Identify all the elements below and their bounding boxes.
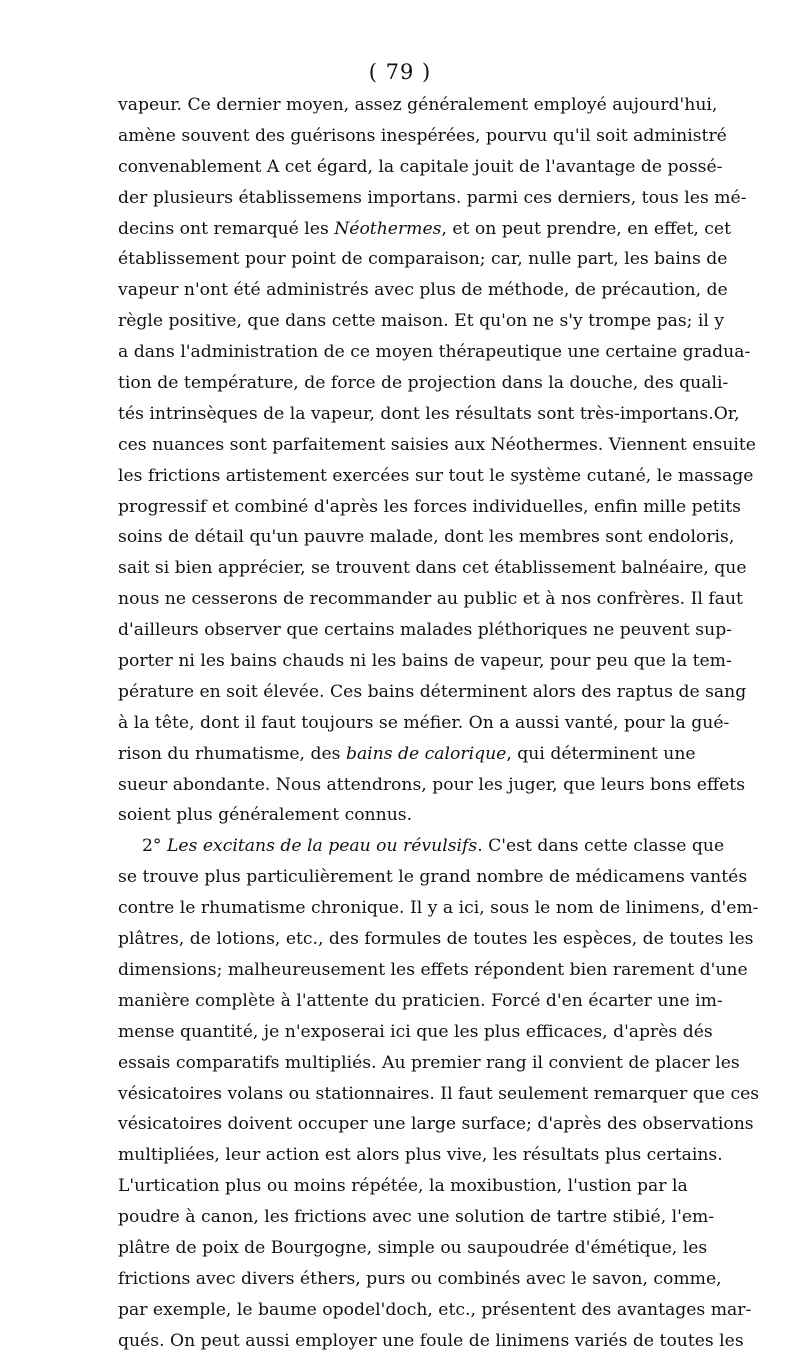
- text-segment: d'ailleurs observer que certains malades pléthoriques ne peuvent sup-: [118, 620, 732, 641]
- text-line: [118, 708, 730, 739]
- text-segment: règle positive, que dans cette maison. Et qu'on ne s'y trompe pas; il y: [118, 311, 725, 332]
- text-line: [118, 244, 728, 275]
- text-line: [118, 1202, 715, 1233]
- text-line: [118, 1171, 688, 1202]
- text-line: [118, 893, 759, 924]
- text-line: [118, 90, 718, 121]
- text-line: [118, 553, 747, 584]
- body-text: [118, 90, 760, 1357]
- text-line: [118, 584, 743, 615]
- text-line: [118, 1264, 722, 1295]
- text-line: [118, 275, 728, 306]
- text-segment: , et on peut prendre, en effet, cet: [441, 218, 732, 239]
- text-segment: vésicatoires doivent occuper une large surface; d'après des observations: [118, 1114, 754, 1135]
- text-segment: sait si bien apprécier, se trouvent dans cet établissement balnéaire, que: [118, 558, 747, 579]
- text-segment: se trouve plus particulièrement le grand nombre de médicamens vantés: [118, 867, 748, 888]
- text-segment: porter ni les bains chauds ni les bains de vapeur, pour peu que la tem-: [118, 651, 732, 672]
- text-line: [118, 430, 756, 461]
- text-segment: . C'est dans cette classe que: [477, 836, 725, 857]
- text-segment: amène souvent des guérisons inespérées, pourvu qu'il soit administré: [118, 125, 727, 146]
- text-line: [118, 1079, 760, 1110]
- text-line: [118, 800, 682, 831]
- text-line: [118, 121, 727, 152]
- text-line: [118, 646, 732, 677]
- text-line: [118, 183, 747, 214]
- text-segment: tion de température, de force de projection dans la douche, des quali-: [118, 373, 729, 394]
- text-segment: poudre à canon, les frictions avec une solution de tartre stibié, l'em-: [118, 1207, 715, 1228]
- text-line: [118, 368, 729, 399]
- text-segment: établissement pour point de comparaison; car, nulle part, les bains de: [118, 249, 728, 270]
- text-line: [118, 831, 725, 862]
- text-line: [118, 1295, 752, 1326]
- text-line: [118, 1140, 723, 1171]
- text-segment: , qui déterminent une: [506, 743, 696, 764]
- text-line: [118, 862, 748, 893]
- text-line: [118, 739, 696, 770]
- text-segment: manière complète à l'attente du praticien. Forcé d'en écarter une im-: [118, 990, 723, 1011]
- text-segment: soins de détail qu'un pauvre malade, dont les membres sont endoloris,: [118, 527, 735, 548]
- page-number: ( 79 ): [368, 60, 432, 84]
- italic-text: Néothermes: [334, 218, 442, 239]
- text-segment: pérature en soit élevée. Ces bains déterminent alors des raptus de sang: [118, 681, 747, 702]
- text-line: [118, 615, 732, 646]
- text-line: [118, 924, 754, 955]
- text-segment: ces nuances sont parfaitement saisies aux Néothermes. Viennent ensuite: [118, 434, 756, 455]
- text-line: [118, 1109, 754, 1140]
- text-segment: frictions avec divers éthers, purs ou combinés avec le savon, comme,: [118, 1268, 722, 1289]
- text-segment: sueur abondante. Nous attendrons, pour les juger, que leurs bons effets: [118, 774, 746, 795]
- text-segment: tés intrinsèques de la vapeur, dont les résultats sont très-importans.Or,: [118, 403, 740, 424]
- text-segment: der plusieurs établissemens importans. parmi ces derniers, tous les mé-: [118, 187, 747, 208]
- text-line: [118, 399, 740, 430]
- text-line: [118, 306, 725, 337]
- text-segment: 2°: [142, 836, 167, 857]
- text-segment: dimensions; malheureusement les effets répondent bien rarement d'une: [118, 959, 748, 980]
- text-segment: convenablement A cet égard, la capitale jouit de l'avantage de possé-: [118, 156, 723, 177]
- text-segment: vapeur n'ont été administrés avec plus de méthode, de précaution, de: [118, 280, 728, 301]
- text-segment: essais comparatifs multipliés. Au premier rang il convient de placer les: [118, 1052, 740, 1073]
- text-segment: à la tête, dont il faut toujours se méfier. On a aussi vanté, pour la gué-: [118, 712, 730, 733]
- text-segment: soient plus généralement connus.: [118, 805, 413, 826]
- text-segment: rison du rhumatisme, des: [118, 743, 346, 764]
- text-segment: les frictions artistement exercées sur tout le système cutané, le massage: [118, 465, 754, 486]
- text-line: [118, 214, 732, 245]
- text-line: [118, 677, 747, 708]
- text-segment: par exemple, le baume opodel'doch, etc., présentent des avantages mar-: [118, 1299, 752, 1320]
- italic-text: Les excitans de la peau ou révulsifs: [167, 836, 478, 857]
- text-line: [118, 986, 723, 1017]
- text-segment: contre le rhumatisme chronique. Il y a ici, sous le nom de linimens, d'em-: [118, 898, 759, 919]
- text-segment: plâtres, de lotions, etc., des formules de toutes les espèces, de toutes les: [118, 929, 754, 950]
- text-line: [118, 1017, 713, 1048]
- text-line: [118, 492, 741, 523]
- text-segment: plâtre de poix de Bourgogne, simple ou saupoudrée d'émétique, les: [118, 1237, 708, 1258]
- text-line: [118, 461, 754, 492]
- text-segment: vapeur. Ce dernier moyen, assez généralement employé aujourd'hui,: [118, 95, 718, 115]
- text-segment: qués. On peut aussi employer une foule de linimens variés de toutes les: [118, 1330, 744, 1351]
- text-segment: vésicatoires volans ou stationnaires. Il faut seulement remarquer que ces: [118, 1083, 760, 1104]
- text-segment: nous ne cesserons de recommander au public et à nos confrères. Il faut: [118, 589, 743, 610]
- italic-text: bains de calorique: [345, 743, 507, 764]
- text-segment: L'urtication plus ou moins répétée, la moxibustion, l'ustion par la: [118, 1176, 688, 1197]
- text-line: [118, 152, 723, 183]
- text-line: [118, 955, 748, 986]
- text-segment: decins ont remarqué les: [118, 218, 335, 239]
- text-line: [118, 1233, 708, 1264]
- text-line: [118, 522, 735, 553]
- text-line: [118, 770, 746, 801]
- text-segment: a dans l'administration de ce moyen thérapeutique une certaine gradua-: [118, 342, 751, 363]
- text-line: [118, 337, 751, 368]
- text-line: [118, 1326, 744, 1357]
- text-segment: mense quantité, je n'exposerai ici que les plus efficaces, d'après dés: [118, 1021, 713, 1042]
- text-segment: multipliées, leur action est alors plus vive, les résultats plus certains.: [118, 1145, 723, 1166]
- text-segment: progressif et combiné d'après les forces individuelles, enfin mille petits: [118, 496, 741, 517]
- text-line: [118, 1048, 740, 1079]
